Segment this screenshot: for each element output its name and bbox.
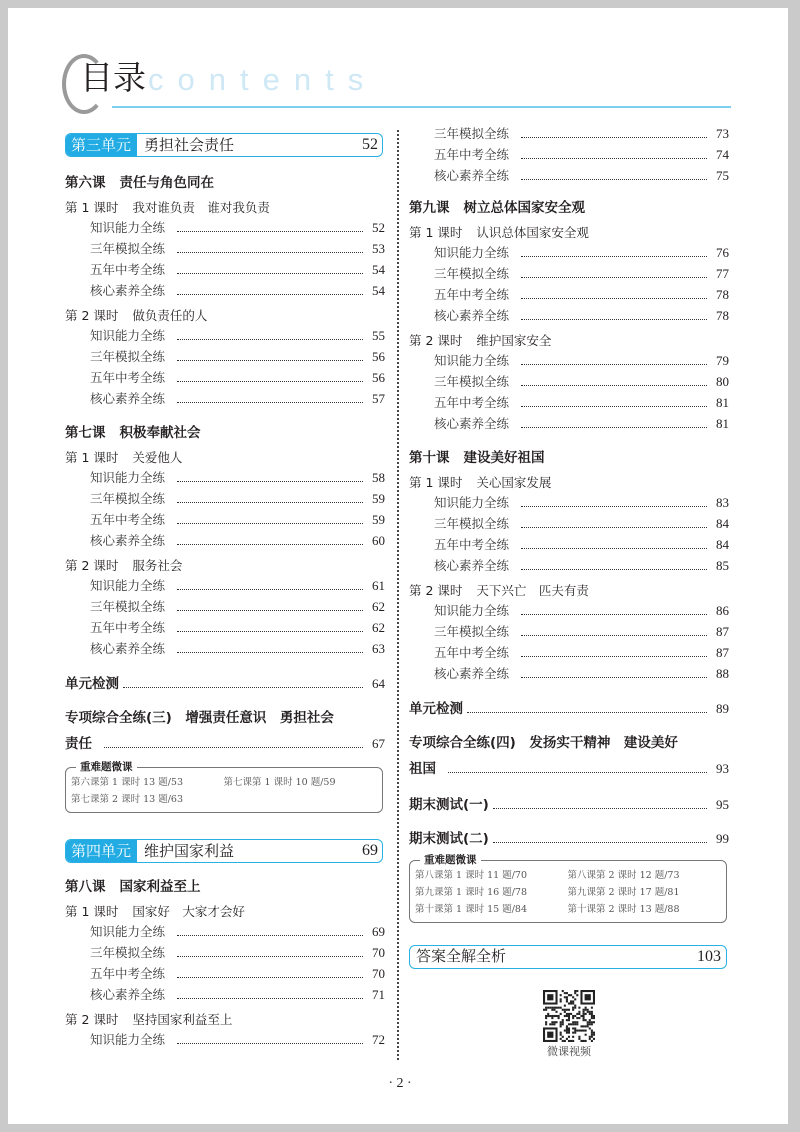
- dot-leader: [177, 652, 363, 653]
- entry-label: 五年中考全练: [434, 395, 510, 410]
- lesson-number: 第八课: [65, 879, 106, 895]
- dot-leader: [448, 772, 707, 773]
- micro-lesson-list: [71, 774, 376, 808]
- special-title-line2: [65, 731, 385, 757]
- period-number: 第 1 课时: [65, 200, 119, 215]
- entry-label: 核心素养全练: [434, 666, 510, 681]
- right-column: [409, 123, 729, 969]
- dot-leader: [521, 277, 707, 278]
- page-subtitle: contents: [148, 62, 378, 97]
- dot-leader: [177, 502, 363, 503]
- toc-entry[interactable]: [65, 238, 385, 259]
- period-number: 第 1 课时: [409, 225, 463, 240]
- entry-page: 59: [372, 491, 385, 506]
- unit-header[interactable]: [65, 839, 383, 863]
- dot-leader: [177, 273, 363, 274]
- special-page: 67: [372, 736, 385, 751]
- entry-label: 知识能力全练: [434, 603, 510, 618]
- dot-leader: [521, 406, 707, 407]
- entry-label: 知识能力全练: [90, 220, 166, 235]
- toc-entry[interactable]: [409, 642, 729, 663]
- entry-page: 88: [716, 666, 729, 681]
- period-heading[interactable]: [65, 557, 385, 575]
- answer-key-header[interactable]: [409, 945, 727, 969]
- lesson-number: 第七课: [65, 425, 106, 441]
- entry-label: 五年中考全练: [90, 512, 166, 527]
- toc-entry[interactable]: [65, 942, 385, 963]
- dot-leader: [521, 385, 707, 386]
- dot-leader: [177, 589, 363, 590]
- period-number: 第 1 课时: [65, 450, 119, 465]
- dot-leader: [467, 712, 707, 713]
- dot-leader: [521, 569, 707, 570]
- entry-label: 知识能力全练: [90, 328, 166, 343]
- toc-entry[interactable]: [65, 921, 385, 942]
- toc-entry[interactable]: [65, 346, 385, 367]
- entry-label: 三年模拟全练: [90, 241, 166, 256]
- lesson-title: 树立总体国家安全观: [463, 200, 585, 216]
- final-exam-page: 99: [716, 831, 729, 846]
- period-number: 第 1 课时: [65, 904, 119, 919]
- entry-page: 85: [716, 558, 729, 573]
- toc-entry[interactable]: [409, 600, 729, 621]
- entry-label: 核心素养全练: [90, 391, 166, 406]
- toc-entry[interactable]: [65, 575, 385, 596]
- period-title: 维护国家安全: [476, 333, 552, 348]
- entry-label: 五年中考全练: [90, 262, 166, 277]
- lesson-heading[interactable]: [65, 877, 385, 897]
- dot-leader: [177, 631, 363, 632]
- dot-leader: [521, 635, 707, 636]
- final-exam-page: 95: [716, 797, 729, 812]
- entry-label: 五年中考全练: [434, 287, 510, 302]
- dot-leader: [521, 548, 707, 549]
- entry-page: 87: [716, 645, 729, 660]
- period-title: 认识总体国家安全观: [476, 225, 589, 240]
- dot-leader: [177, 231, 363, 232]
- entry-page: 61: [372, 578, 385, 593]
- entry-label: 知识能力全练: [90, 924, 166, 939]
- special-title-cont: 祖国: [409, 761, 436, 777]
- final-exam[interactable]: [409, 794, 729, 816]
- dot-leader: [177, 252, 363, 253]
- unit-test[interactable]: [65, 673, 385, 695]
- qr-caption: 微课视频: [547, 1045, 591, 1058]
- special-title-cont: 责任: [65, 736, 92, 752]
- dot-leader: [521, 179, 707, 180]
- dot-leader: [521, 298, 707, 299]
- entry-label: 核心素养全练: [434, 168, 510, 183]
- period-heading[interactable]: [65, 449, 385, 467]
- entry-label: 核心素养全练: [434, 416, 510, 431]
- period-heading[interactable]: [409, 474, 729, 492]
- lesson-number: 第六课: [65, 175, 106, 191]
- toc-entry[interactable]: [65, 596, 385, 617]
- entry-page: 78: [716, 308, 729, 323]
- dot-leader: [177, 1043, 363, 1044]
- entry-page: 73: [716, 126, 729, 141]
- entry-page: 84: [716, 537, 729, 552]
- toc-entry[interactable]: [409, 492, 729, 513]
- dot-leader: [177, 523, 363, 524]
- unit-test-page: 89: [716, 701, 729, 716]
- dot-leader: [521, 656, 707, 657]
- micro-lesson-title: 重难题微课: [76, 759, 137, 775]
- toc-entry[interactable]: [409, 305, 729, 326]
- entry-page: 83: [716, 495, 729, 510]
- unit-name: 维护国家利益: [144, 842, 235, 860]
- period-title: 关爱他人: [132, 450, 183, 465]
- period-title: 国家好 大家才会好: [132, 904, 245, 919]
- dot-leader: [177, 610, 363, 611]
- entry-page: 78: [716, 287, 729, 302]
- toc-entry[interactable]: [409, 263, 729, 284]
- entry-page: 58: [372, 470, 385, 485]
- period-title: 服务社会: [132, 558, 183, 573]
- column-divider: [397, 130, 399, 1060]
- period-title: 关心国家发展: [476, 475, 552, 490]
- entry-label: 三年模拟全练: [434, 624, 510, 639]
- entry-label: 五年中考全练: [90, 966, 166, 981]
- lesson-heading[interactable]: [409, 198, 729, 218]
- dot-leader: [177, 339, 363, 340]
- toc-entry[interactable]: [65, 617, 385, 638]
- lesson-number: 第十课: [409, 450, 450, 466]
- toc-entry[interactable]: [409, 123, 729, 144]
- dot-leader: [493, 842, 707, 843]
- entry-page: 74: [716, 147, 729, 162]
- entry-page: 77: [716, 266, 729, 281]
- special-title-line1: 专项综合全练(四) 发扬实干精神 建设美好: [409, 735, 678, 751]
- entry-label: 知识能力全练: [90, 1032, 166, 1047]
- toc-entry[interactable]: [409, 284, 729, 305]
- final-exam-label: 期末测试(一): [409, 797, 489, 813]
- micro-lesson-box: [65, 761, 383, 813]
- period-title: 我对谁负责 谁对我负责: [132, 200, 270, 215]
- entry-page: 56: [372, 370, 385, 385]
- entry-label: 三年模拟全练: [434, 266, 510, 281]
- toc-entry[interactable]: [65, 530, 385, 551]
- entry-page: 71: [372, 987, 385, 1002]
- toc-entry[interactable]: [409, 663, 729, 684]
- period-heading[interactable]: [409, 224, 729, 242]
- toc-entry[interactable]: [65, 367, 385, 388]
- entry-page: 59: [372, 512, 385, 527]
- entry-page: 63: [372, 641, 385, 656]
- period-heading[interactable]: [409, 582, 729, 600]
- micro-lesson-item[interactable]: 第七课第 1 课时 10 题/59: [223, 777, 336, 788]
- micro-lesson-item[interactable]: 第八课第 1 课时 11 题/70: [415, 870, 528, 881]
- micro-lesson-item[interactable]: 第十课第 2 课时 13 题/88: [567, 904, 680, 915]
- entry-label: 核心素养全练: [90, 641, 166, 656]
- period-heading[interactable]: [409, 332, 729, 350]
- lesson-heading[interactable]: [409, 448, 729, 468]
- entry-page: 75: [716, 168, 729, 183]
- toc-entry[interactable]: [65, 280, 385, 301]
- entry-label: 知识能力全练: [434, 495, 510, 510]
- dot-leader: [521, 427, 707, 428]
- dot-leader: [521, 364, 707, 365]
- unit-header[interactable]: [65, 133, 383, 157]
- dot-leader: [177, 977, 363, 978]
- toc-entry[interactable]: [65, 509, 385, 530]
- toc-entry[interactable]: [409, 555, 729, 576]
- final-exam-label: 期末测试(二): [409, 831, 489, 847]
- dot-leader: [123, 687, 363, 688]
- unit-test-label: 单元检测: [65, 676, 119, 692]
- entry-page: 55: [372, 328, 385, 343]
- entry-label: 五年中考全练: [434, 147, 510, 162]
- lesson-heading[interactable]: [65, 423, 385, 443]
- period-number: 第 2 课时: [65, 1012, 119, 1027]
- entry-label: 知识能力全练: [434, 353, 510, 368]
- toc-entry[interactable]: [65, 217, 385, 238]
- entry-page: 62: [372, 620, 385, 635]
- left-column: [65, 133, 385, 1050]
- unit-page: 69: [362, 842, 378, 859]
- entry-label: 三年模拟全练: [90, 945, 166, 960]
- toc-entry[interactable]: [65, 1029, 385, 1050]
- header-underline: [112, 106, 731, 108]
- entry-page: 70: [372, 966, 385, 981]
- dot-leader: [521, 506, 707, 507]
- dot-leader: [177, 402, 363, 403]
- entry-label: 知识能力全练: [90, 470, 166, 485]
- unit-tag: 第四单元: [66, 840, 137, 862]
- entry-page: 72: [372, 1032, 385, 1047]
- entry-label: 知识能力全练: [434, 245, 510, 260]
- unit-test[interactable]: [409, 698, 729, 720]
- toc-entry[interactable]: [65, 325, 385, 346]
- entry-label: 知识能力全练: [90, 578, 166, 593]
- toc-entry[interactable]: [409, 392, 729, 413]
- entry-page: 84: [716, 516, 729, 531]
- micro-lesson-item[interactable]: 第九课第 2 课时 17 题/81: [567, 887, 680, 898]
- toc-entry[interactable]: [65, 259, 385, 280]
- answer-key-label: 答案全解全析: [416, 947, 507, 965]
- page-number: · 2 ·: [388, 1076, 412, 1091]
- entry-page: 81: [716, 416, 729, 431]
- entry-page: 60: [372, 533, 385, 548]
- special-practice-entry[interactable]: [409, 730, 729, 782]
- entry-label: 三年模拟全练: [90, 491, 166, 506]
- entry-page: 76: [716, 245, 729, 260]
- entry-label: 核心素养全练: [90, 283, 166, 298]
- dot-leader: [177, 360, 363, 361]
- period-number: 第 2 课时: [65, 558, 119, 573]
- micro-lesson-item[interactable]: 第九课第 1 课时 16 题/78: [415, 887, 528, 898]
- unit-test-page: 64: [372, 676, 385, 691]
- dot-leader: [177, 481, 363, 482]
- dot-leader: [177, 381, 363, 382]
- toc-entry[interactable]: [409, 534, 729, 555]
- period-number: 第 1 课时: [409, 475, 463, 490]
- entry-page: 54: [372, 283, 385, 298]
- entry-label: 五年中考全练: [434, 645, 510, 660]
- dot-leader: [521, 677, 707, 678]
- toc-entry[interactable]: [409, 513, 729, 534]
- entry-page: 81: [716, 395, 729, 410]
- answer-key-page: 103: [697, 948, 721, 965]
- toc-entry[interactable]: [409, 242, 729, 263]
- toc-entry[interactable]: [409, 413, 729, 434]
- entry-label: 三年模拟全练: [90, 599, 166, 614]
- period-number: 第 2 课时: [65, 308, 119, 323]
- micro-lesson-item[interactable]: 第七课第 2 课时 13 题/63: [71, 794, 184, 805]
- entry-label: 三年模拟全练: [434, 126, 510, 141]
- dot-leader: [521, 527, 707, 528]
- lesson-title: 国家利益至上: [119, 879, 201, 895]
- page-title: 目录: [80, 58, 146, 97]
- entry-label: 五年中考全练: [434, 537, 510, 552]
- entry-label: 核心素养全练: [90, 533, 166, 548]
- lesson-number: 第九课: [409, 200, 450, 216]
- dot-leader: [177, 998, 363, 999]
- lesson-title: 建设美好祖国: [463, 450, 545, 466]
- period-heading[interactable]: [65, 1011, 385, 1029]
- micro-lesson-box: [409, 854, 727, 923]
- entry-label: 核心素养全练: [434, 308, 510, 323]
- entry-page: 80: [716, 374, 729, 389]
- unit-name: 勇担社会责任: [144, 136, 235, 154]
- dot-leader: [521, 614, 707, 615]
- period-number: 第 2 课时: [409, 583, 463, 598]
- special-title-line2: [409, 756, 729, 782]
- entry-page: 53: [372, 241, 385, 256]
- toc-entry[interactable]: [65, 638, 385, 659]
- special-page: 93: [716, 761, 729, 776]
- unit-tag: 第三单元: [66, 134, 137, 156]
- period-title: 做负责任的人: [132, 308, 208, 323]
- entry-label: 五年中考全练: [90, 370, 166, 385]
- lesson-title: 责任与角色同在: [119, 175, 214, 191]
- dot-leader: [104, 747, 363, 748]
- micro-lesson-title: 重难题微课: [420, 852, 481, 868]
- entry-page: 57: [372, 391, 385, 406]
- lesson-title: 积极奉献社会: [119, 425, 201, 441]
- micro-lesson-item[interactable]: 第十课第 1 课时 15 题/84: [415, 904, 528, 915]
- entry-page: 86: [716, 603, 729, 618]
- dot-leader: [521, 256, 707, 257]
- special-practice-entry[interactable]: [65, 705, 385, 757]
- entry-page: 52: [372, 220, 385, 235]
- entry-label: 三年模拟全练: [434, 516, 510, 531]
- entry-label: 三年模拟全练: [434, 374, 510, 389]
- dot-leader: [521, 319, 707, 320]
- dot-leader: [521, 137, 707, 138]
- toc-entry[interactable]: [409, 350, 729, 371]
- entry-page: 70: [372, 945, 385, 960]
- entry-label: 五年中考全练: [90, 620, 166, 635]
- entry-page: 79: [716, 353, 729, 368]
- dot-leader: [493, 808, 707, 809]
- micro-lesson-item[interactable]: 第六课第 1 课时 13 题/53: [71, 777, 184, 788]
- dot-leader: [177, 544, 363, 545]
- period-title: 坚持国家利益至上: [132, 1012, 233, 1027]
- toc-entry[interactable]: [65, 388, 385, 409]
- toc-entry[interactable]: [65, 488, 385, 509]
- period-heading[interactable]: [65, 307, 385, 325]
- qr-code-icon[interactable]: [543, 990, 595, 1042]
- entry-page: 54: [372, 262, 385, 277]
- entry-page: 87: [716, 624, 729, 639]
- entry-page: 62: [372, 599, 385, 614]
- period-number: 第 2 课时: [409, 333, 463, 348]
- unit-test-label: 单元检测: [409, 701, 463, 717]
- micro-lesson-list: [415, 867, 720, 918]
- dot-leader: [177, 935, 363, 936]
- entry-page: 56: [372, 349, 385, 364]
- entry-label: 三年模拟全练: [90, 349, 166, 364]
- final-exam[interactable]: [409, 828, 729, 850]
- unit-page: 52: [362, 136, 378, 153]
- toc-entry[interactable]: [409, 165, 729, 186]
- toc-entry[interactable]: [65, 963, 385, 984]
- special-title-line1: 专项综合全练(三) 增强责任意识 勇担社会: [65, 710, 334, 726]
- entry-page: 69: [372, 924, 385, 939]
- lesson-heading[interactable]: [65, 173, 385, 193]
- dot-leader: [521, 158, 707, 159]
- toc-entry[interactable]: [409, 144, 729, 165]
- toc-entry[interactable]: [65, 467, 385, 488]
- toc-entry[interactable]: [409, 621, 729, 642]
- entry-label: 核心素养全练: [90, 987, 166, 1002]
- toc-entry[interactable]: [409, 371, 729, 392]
- micro-lesson-item[interactable]: 第八课第 2 课时 12 题/73: [567, 870, 680, 881]
- dot-leader: [177, 956, 363, 957]
- dot-leader: [177, 294, 363, 295]
- toc-entry[interactable]: [65, 984, 385, 1005]
- entry-label: 核心素养全练: [434, 558, 510, 573]
- period-title: 天下兴亡 匹夫有责: [476, 583, 589, 598]
- period-heading[interactable]: [65, 199, 385, 217]
- period-heading[interactable]: [65, 903, 385, 921]
